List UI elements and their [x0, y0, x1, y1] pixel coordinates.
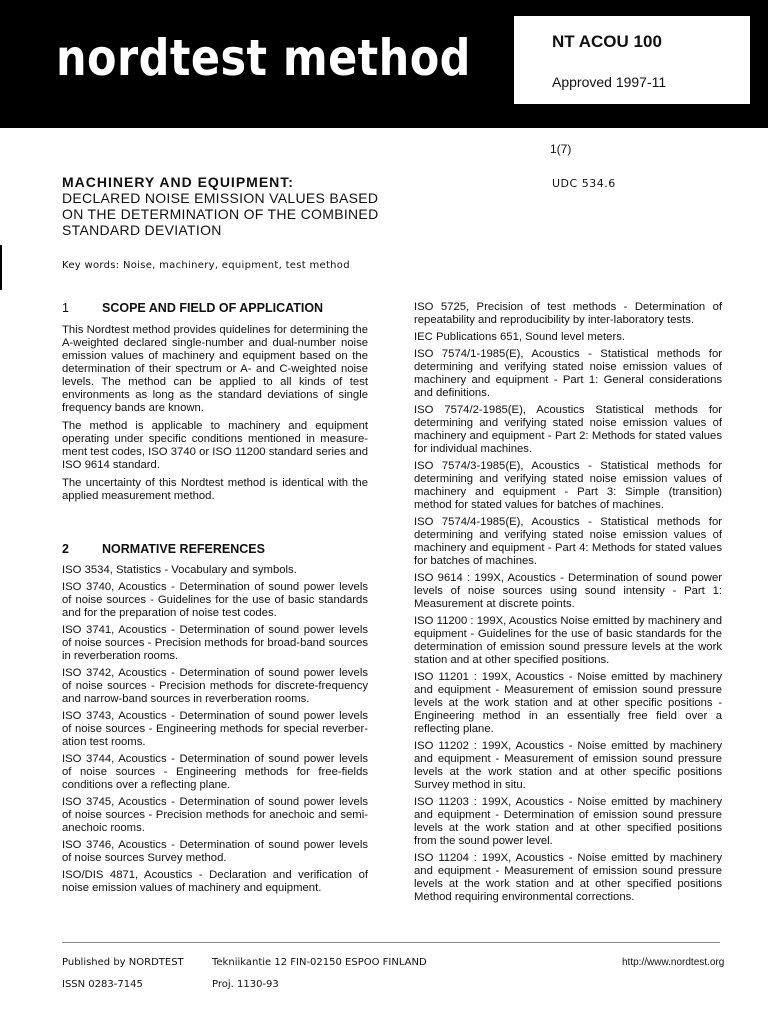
footer-publisher-info	[62, 952, 427, 996]
title-line-3: ON THE DETERMINATION OF THE COMBINED	[62, 206, 379, 222]
document-title	[62, 174, 462, 238]
section-2-heading	[62, 542, 265, 556]
title-line-4: STANDARD DEVIATION	[62, 222, 222, 238]
reference-item: ISO 7574/4-1985(E), Acoustics - Statistical methods for determining and verifying stated noise emission values of machinery and equipment - Part 4: Methods for stated values for batches of machines.	[414, 516, 722, 567]
section-1-number: 1	[62, 301, 69, 315]
reference-item: ISO 5725, Precision of test methods - Determination of repeatability and reproducibility by inter-laboratory tests.	[414, 301, 722, 326]
document-id-box	[514, 16, 750, 104]
nordtest-url-link[interactable]: http://www.nordtest.org	[622, 957, 725, 968]
reference-item: ISO 11202 : 199X, Acoustics - Noise emitted by machinery and equipment - Measurement of emission sound pressure levels at the work station and at other specific positions Survey method in situ.	[414, 740, 722, 791]
paragraph: This Nordtest method provides quidelines for determining the A-weighted declared single-number and dual-number noise emission values of machinery and equipment based on the determination of their spectrum or A- and C-weighted noise levels. The method can be applied to all kinds of test environments as long as the standard deviations of single frequency bands are known.	[62, 324, 368, 414]
reference-item: ISO 11204 : 199X, Acoustics - Noise emitted by machinery and equipment - Measurement of emission sound pressure levels at the work station and at other specified positions Method requiring environmental corrections.	[414, 852, 722, 903]
title-line-2: DECLARED NOISE EMISSION VALUES BASED	[62, 190, 379, 206]
references-right-column	[414, 301, 722, 908]
reference-item: ISO 3746, Acoustics - Determination of sound power levels of noise sources Survey method.	[62, 839, 368, 864]
reference-item: ISO/DIS 4871, Acoustics - Declaration and verification of noise emission values of machinery and equipment.	[62, 869, 368, 894]
title-line-1: MACHINERY AND EQUIPMENT:	[62, 174, 294, 190]
reference-item: ISO 11201 : 199X, Acoustics - Noise emitted by machinery and equipment - Measurement of emission sound pressure levels at the work station and at other specific positions - Engineering method in an essentially free field over a reflecting plane.	[414, 671, 722, 735]
page-number: 1(7)	[550, 142, 572, 156]
document-number: NT ACOU 100	[552, 32, 662, 51]
section-1-heading	[62, 301, 323, 315]
section-1-title: SCOPE AND FIELD OF APPLICATION	[102, 301, 324, 315]
nordtest-logo: nordtest method	[56, 29, 471, 87]
paragraph: The method is applicable to machinery and equipment operating under specific conditions mentioned in measure-ment test codes, ISO 3740 or ISO 11200 standard series and ISO 9614 standard.	[62, 420, 368, 471]
project-number: Proj. 1130-93	[212, 979, 279, 990]
reference-item: ISO 7574/1-1985(E), Acoustics - Statistical methods for determining and verifying stated noise emission values of machinery and equipment - Part 1: General considerations and definitions.	[414, 348, 722, 399]
references-left-column	[62, 564, 368, 899]
approval-date: Approved 1997-11	[552, 74, 667, 90]
reference-item: ISO 7574/3-1985(E), Acoustics - Statistical methods for determining and verifying stated noise emission values of machinery and equipment - Part 3: Simple (transition) method for stated values for batches of machines.	[414, 460, 722, 511]
reference-item: ISO 7574/2-1985(E), Acoustics Statistical methods for determining and verifying stated noise emission values of machinery and equipment - Part 2: Methods for stated values for individual machines.	[414, 404, 722, 455]
reference-item: ISO 3742, Acoustics - Determination of sound power levels of noise sources - Precision methods for discrete-frequency and narrow-band sources in reverberation rooms.	[62, 667, 368, 705]
reference-item: ISO 3740, Acoustics - Determination of sound power levels of noise sources - Guidelines for the use of basic standards and for the preparation of noise test codes.	[62, 581, 368, 619]
reference-item: ISO 9614 : 199X, Acoustics - Determination of sound power levels of noise sources using sound intensity - Part 1: Measurement at discrete points.	[414, 572, 722, 610]
margin-mark	[0, 245, 2, 290]
section-2-number: 2	[62, 542, 69, 556]
reference-item: ISO 3743, Acoustics - Determination of sound power levels of noise sources - Engineering methods for special reverber-ation test rooms.	[62, 710, 368, 748]
reference-item: ISO 3745, Acoustics - Determination of sound power levels of noise sources - Precision methods for anechoic and semi-anechoic rooms.	[62, 796, 368, 834]
paragraph: The uncertainty of this Nordtest method is identical with the applied measurement method.	[62, 477, 368, 502]
reference-item: ISO 11203 : 199X, Acoustics - Noise emitted by machinery and equipment - Determination of emission sound pressure levels at the work station and at other specified positions from the sound power level.	[414, 796, 722, 847]
issn: ISSN 0283-7145	[62, 979, 143, 990]
footer-divider	[62, 942, 720, 943]
publisher-address: Tekniikantie 12 FIN-02150 ESPOO FINLAND	[212, 957, 427, 968]
reference-item: ISO 3744, Acoustics - Determination of sound power levels of noise sources - Engineering methods for free-fields conditions over a reflecting plane.	[62, 753, 368, 791]
header-banner	[0, 0, 768, 128]
keywords: Key words: Noise, machinery, equipment, test method	[62, 260, 350, 271]
section-2-title: NORMATIVE REFERENCES	[102, 542, 265, 556]
reference-item: ISO 3534, Statistics - Vocabulary and symbols.	[62, 564, 297, 576]
reference-item: IEC Publications 651, Sound level meters.	[414, 331, 625, 343]
reference-item: ISO 11200 : 199X, Acoustics Noise emitted by machinery and equipment - Guidelines for the use of basic standards for the determination of emission sound pressure levels at the work station and at other specified positions.	[414, 615, 722, 666]
section-1-body	[62, 324, 368, 508]
udc-code: UDC 534.6	[552, 177, 616, 190]
published-by: Published by NORDTEST	[62, 957, 184, 968]
reference-item: ISO 3741, Acoustics - Determination of sound power levels of noise sources - Precision methods for broad-band sources in reverberation rooms.	[62, 624, 368, 662]
